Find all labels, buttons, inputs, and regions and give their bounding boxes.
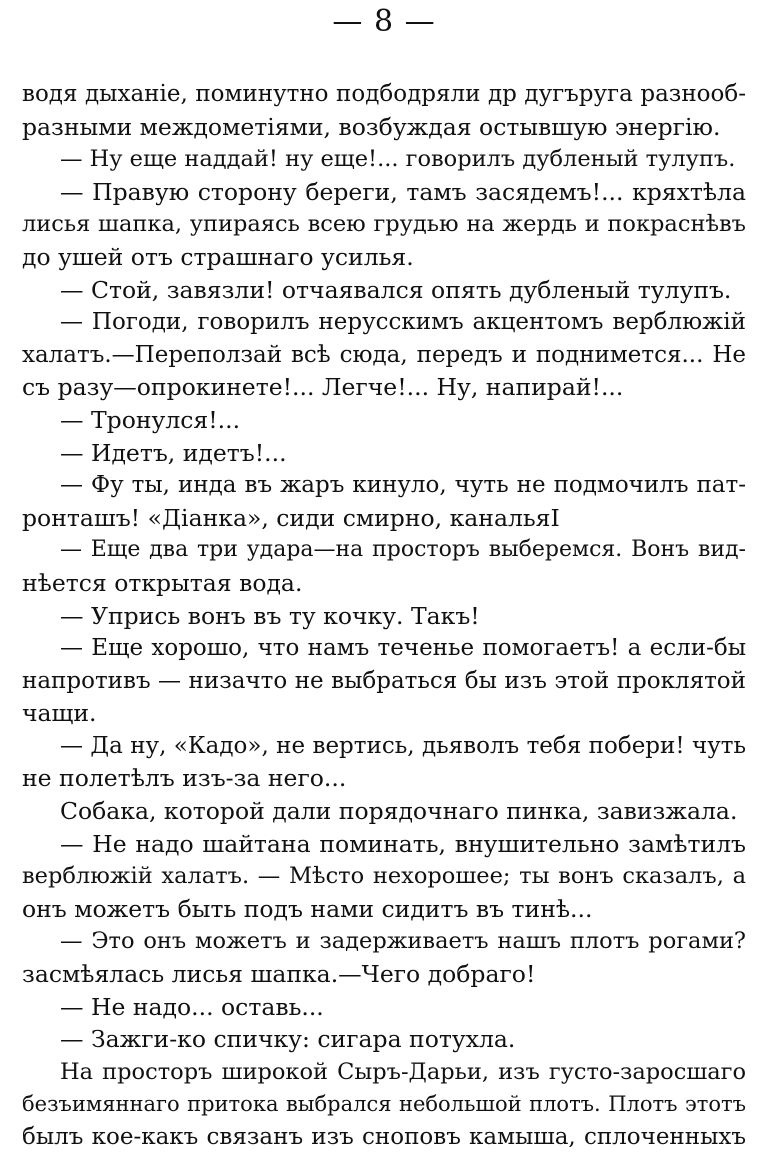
text-line: — Стой, завязли! отчаявался опять дубленый тулупъ.	[60, 275, 732, 304]
body-text	[22, 78, 746, 1154]
text-line: чащи.	[22, 699, 97, 728]
text-line: лисья шапка, упираясь всею грудью на жердь и покраснѣвъ	[22, 211, 746, 238]
text-line: онъ можетъ быть подъ нами сидитъ въ тинѣ...	[22, 894, 593, 923]
text-line: — Погоди, говорилъ нерусскимъ акцентомъ верблюжій	[60, 309, 746, 336]
text-line: Собака, которой дали порядочнаго пинка, завизжала.	[60, 797, 738, 826]
text-line: верблюжій халатъ. — Мѣсто нехорошее; ты вонъ сказалъ, а	[22, 863, 746, 890]
text-line: — Идетъ, идетъ!...	[60, 438, 287, 467]
text-line: — Тронулся!...	[60, 405, 241, 434]
text-line: — Еще два три удара—на просторъ выберемся. Вонъ вид-	[60, 537, 746, 563]
text-line: — Упрись вонъ въ ту кочку. Такъ!	[60, 601, 480, 630]
text-line: На просторъ широкой Сыръ-Дарьи, изъ густо-заросшаго	[60, 1058, 746, 1085]
text-line: безъимяннаго притока выбрался небольшой плотъ. Плотъ этотъ	[22, 1092, 746, 1117]
text-line: не полетѣлъ изъ-за него...	[22, 764, 347, 793]
text-line: засмѣялась лисья шапка.—Чего добраго!	[22, 960, 536, 989]
text-line: разными междометіями, возбуждая остывшую энергію.	[22, 112, 721, 141]
text-line: водя дыханіе, поминутно подбодряли др дугъруга разнооб-	[22, 81, 746, 107]
text-line: съ разу—опрокинете!... Легче!... Ну, напирай!...	[22, 373, 624, 402]
text-line: ронташъ! «Діанка», сиди смирно, канальяI	[22, 503, 560, 532]
text-line: нѣется открытая вода.	[22, 568, 303, 597]
text-line: халатъ.—Переползай всѣ сюда, передъ и поднимется... Не	[22, 341, 746, 368]
text-line: — Зажги-ко спичку: сигара потухла.	[60, 1025, 516, 1054]
text-line: — Да ну, «Кадо», не вертись, дьяволъ тебя побери! чуть	[60, 732, 746, 759]
text-line: — Правую сторону береги, тамъ засядемъ!... кряхтѣла	[60, 177, 746, 206]
text-line: — Еще хорошо, что намъ теченье помогаетъ! а если-бы	[60, 635, 746, 662]
text-line: — Ну еще наддай! ну еще!... говорилъ дубленый тулупъ.	[60, 146, 736, 173]
text-line: — Не надо шайтана поминать, внушительно замѣтилъ	[60, 829, 746, 858]
text-line: — Это онъ можетъ и задерживаетъ нашъ плотъ рогами?	[60, 928, 746, 955]
text-line: — Не надо... оставь...	[60, 992, 324, 1021]
text-line: былъ кое-какъ связанъ изъ сноповъ камыша, сплоченныхъ	[22, 1124, 746, 1150]
text-line: — Фу ты, инда въ жаръ кинуло, чуть не подмочилъ пат-	[60, 472, 746, 499]
page-number: — 8 —	[332, 4, 436, 39]
text-line: напротивъ — низачто не выбраться бы изъ этой проклятой	[22, 667, 746, 694]
text-line: до ушей отъ страшнаго усилья.	[22, 242, 414, 271]
